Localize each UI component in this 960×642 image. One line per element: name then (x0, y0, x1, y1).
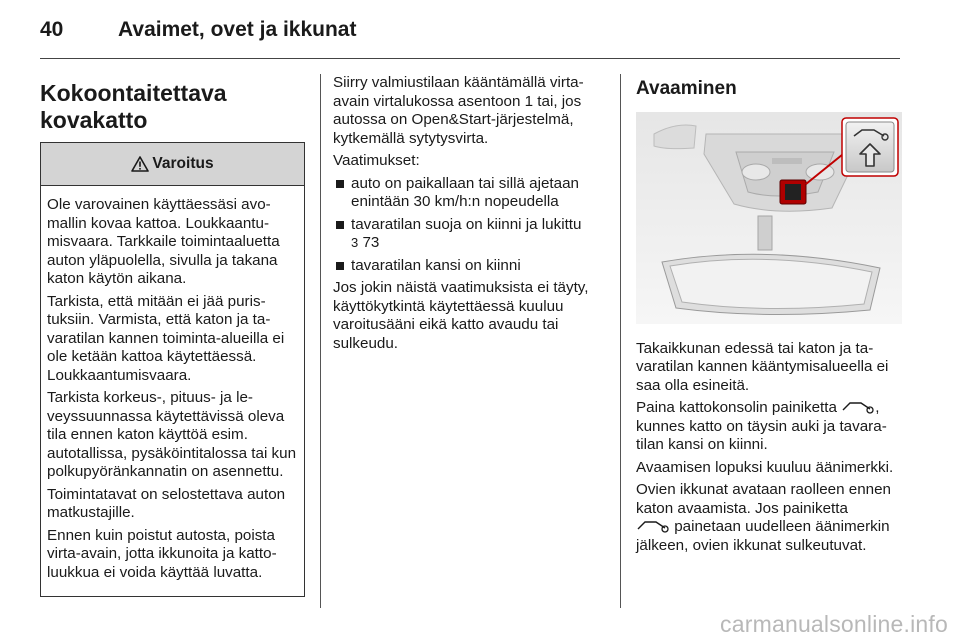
outro-paragraph: Jos jokin näistä vaatimuksista ei täyty, käyttökytkintä käytettäessä kuuluu varoitusääni eikä katto avaudu tai sulkeudu. (333, 279, 589, 352)
roof-open-icon (841, 400, 875, 414)
list-item: tavaratilan kansi on kiinni (333, 257, 605, 276)
warning-title: Varoitus (152, 154, 214, 172)
warning-paragraph: Tarkista korkeus-, pituus- ja leveyssuunnassa käytettävissä oleva tila ennen katon käyttöä esim. autotallissa, pysäköintitalossa tai kun polkupyöränkannatin on asennettu. (47, 389, 297, 480)
page-reference-link[interactable]: 73 (362, 234, 380, 251)
column-divider (620, 74, 621, 608)
warning-paragraph: Ennen kuin poistut autosta, poista virta-avain, jotta ikkunoita ja kattoluukkua ei voida käyttää luvatta. (47, 526, 277, 581)
warning-box (40, 142, 305, 597)
section-title: Avaaminen (636, 78, 737, 99)
warning-paragraph: Tarkista, että mitään ei jää puristuksiin. Varmista, että katon ja tavaratilan kannen toiminta-alueilla ei ole ketään kattoa käytettäessä. Loukkaantumisvaara. (47, 292, 285, 384)
section-title: Kokoontaitettava kovakatto (40, 80, 227, 133)
warning-paragraph: Ole varovainen käyttäessäsi avomallin kovaa kattoa. Loukkaantumisvaara. Tarkkaile toimintaaluetta auton yläpuolella, sivulla ja takana katon käytön aikana. (47, 196, 280, 287)
header-rule (40, 58, 900, 59)
roof-open-icon (636, 519, 670, 533)
warning-body (41, 186, 304, 596)
paragraph: Paina kattokonsolin painiketta , kunnes katto on täysin auki ja tavaratilan kansi on kiinni. (636, 399, 887, 453)
left-column (40, 74, 305, 597)
requirements-label: Vaatimukset: (333, 152, 420, 169)
list-item: tavaratilan suoja on kiinni ja lukittu 3 73 (333, 216, 605, 253)
right-column (636, 74, 902, 559)
paragraph: Ovien ikkunat avataan raolleen ennen katon avaamista. Jos painiketta painetaan uudelleen äänimerkin jälkeen, ovien ikkunat sulkeutuvat. (636, 481, 891, 554)
warning-paragraph: Toimintatavat on selostettava auton matkustajille. (47, 485, 286, 521)
paragraph: Avaamisen lopuksi kuuluu äänimerkki. (636, 458, 894, 476)
page-reference-arrow: 3 (351, 235, 359, 250)
page-header (40, 18, 900, 58)
intro-paragraph: Siirry valmiustilaan kääntämällä virtaavain virtalukossa asentoon 1 tai, jos autossa on Open&Start-järjestelmä, kytkemällä sytytysvirta. (333, 74, 584, 147)
warning-header (41, 143, 304, 186)
requirements-list (333, 175, 605, 276)
warning-triangle-icon (131, 156, 149, 172)
watermark: carmanualsonline.info (720, 611, 948, 637)
running-title: Avaimet, ovet ja ikkunat (118, 18, 357, 41)
page-number: 40 (40, 18, 64, 41)
middle-column (333, 74, 605, 357)
column-divider (320, 74, 321, 608)
paragraph: Takaikkunan edessä tai katon ja tavaratilan kannen kääntymisalueella ei saa olla esineitä. (636, 339, 889, 394)
list-item: auto on paikallaan tai sillä ajetaan enintään 30 km/h:n nopeudella (333, 175, 605, 212)
roof-console-illustration (636, 112, 902, 324)
